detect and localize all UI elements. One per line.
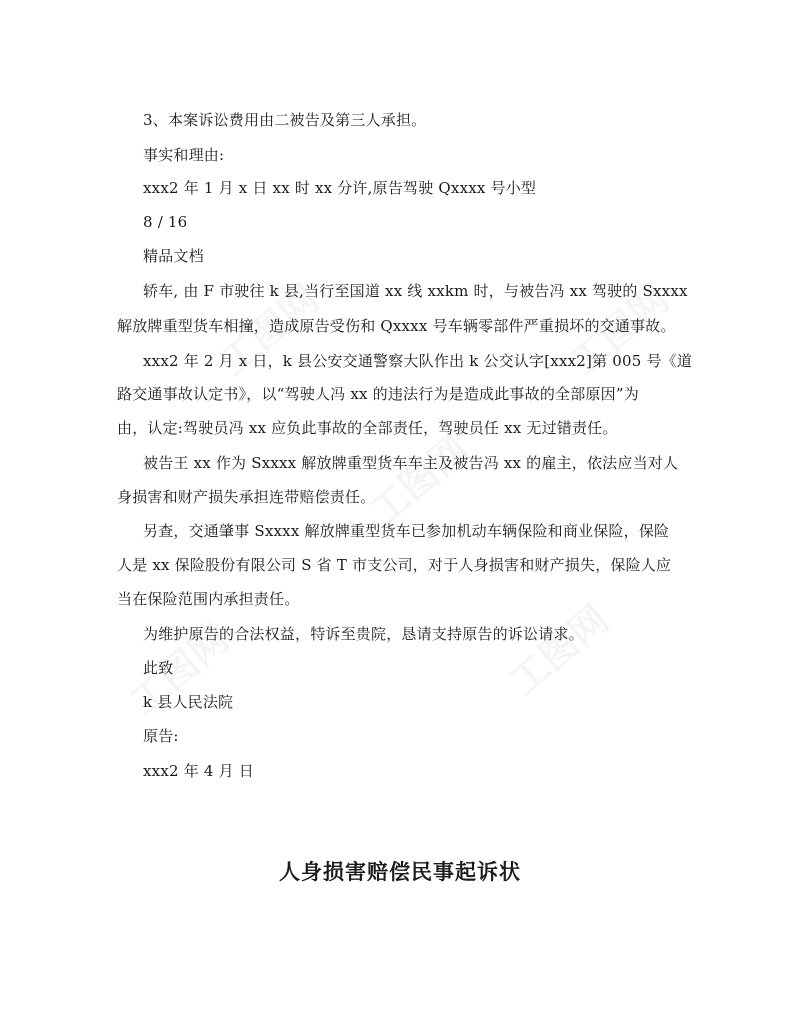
body-line: xxx2 年 1 月 x 日 xx 时 xx 分许,原告驾驶 Qxxxx 号小型 xyxy=(143,179,537,197)
body-line: 由，认定:驾驶员冯 xx 应负此事故的全部责任，驾驶员任 xx 无过错责任。 xyxy=(117,419,618,437)
body-line: 3、本案诉讼费用由二被告及第三人承担。 xyxy=(143,111,427,129)
body-line: xxx2 年 2 月 x 日，k 县公安交通警察大队作出 k 公交认字[xxx2]第 005 号《道 xyxy=(143,352,693,370)
body-line: 解放牌重型货车相撞，造成原告受伤和 Qxxxx 号车辆零部件严重损坏的交通事故。 xyxy=(117,317,676,335)
court-name: k 县人民法院 xyxy=(143,693,234,711)
body-line: 事实和理由: xyxy=(143,146,225,164)
watermark xyxy=(496,590,619,705)
page-number: 8 / 16 xyxy=(143,213,188,231)
body-line: 人是 xx 保险股份有限公司 S 省 T 市支公司，对于人身损害和财产损失，保险人应 xyxy=(117,556,672,574)
closing-line: 此致 xyxy=(143,659,174,677)
body-line: 为维护原告的合法权益，特诉至贵院，恳请支持原告的诉讼请求。 xyxy=(143,625,584,643)
body-line: 当在保险范围内承担责任。 xyxy=(117,590,300,608)
page-header: 精品文档 xyxy=(143,247,204,265)
body-line: 轿车, 由 F 市驶往 k 县,当行至国道 xx 线 xxkm 时，与被告冯 xx 驾驶的 Sxxxx xyxy=(143,282,688,300)
body-line: 身损害和财产损失承担连带赔偿责任。 xyxy=(117,488,376,506)
date-line: xxx2 年 4 月 日 xyxy=(143,762,254,780)
document-title: 人身损害赔偿民事起诉状 xyxy=(279,860,521,884)
plaintiff-label: 原告: xyxy=(143,727,179,745)
body-line: 另查，交通肇事 Sxxxx 解放牌重型货车已参加机动车辆保险和商业保险，保险 xyxy=(143,522,670,540)
body-line: 路交通事故认定书》，以“驾驶人冯 xx 的违法行为是造成此事故的全部原因”为 xyxy=(117,385,639,403)
body-line: 被告王 xx 作为 Sxxxx 解放牌重型货车车主及被告冯 xx 的雇主，依法应当对人 xyxy=(143,454,679,472)
